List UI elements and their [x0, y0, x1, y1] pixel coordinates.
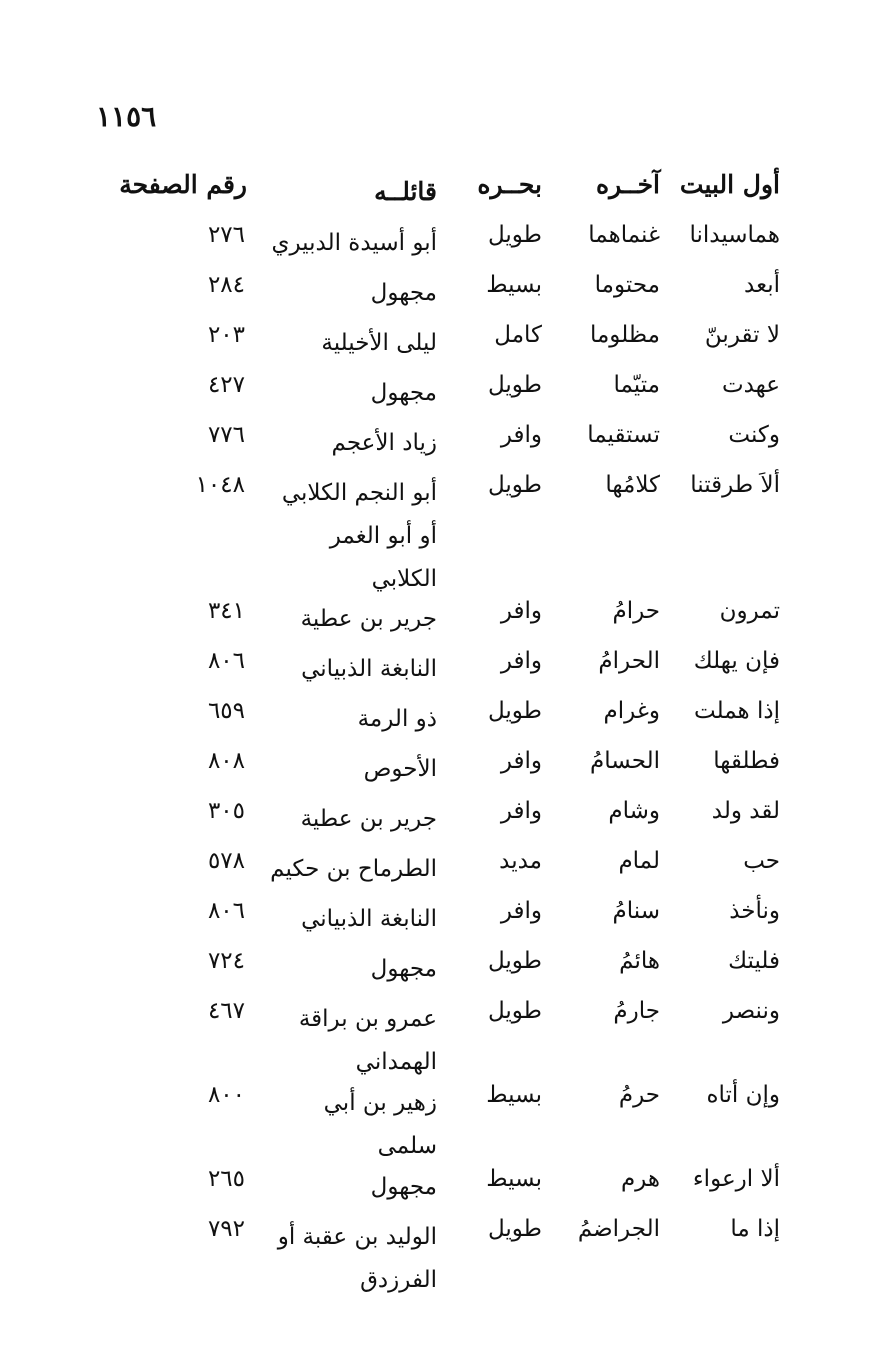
- cell-meter: بسيط: [486, 272, 542, 298]
- cell-page: ٧٧٦: [207, 422, 245, 448]
- cell-poet: زهير بن أبي سلمى: [323, 1090, 437, 1159]
- cell-last-word: محتوما: [594, 272, 660, 298]
- cell-last-word: تستقيما: [587, 422, 660, 448]
- cell-poet: النابغة الذبياني: [301, 656, 437, 682]
- cell-meter: طويل: [487, 472, 542, 498]
- cell-last-word: الحسامُ: [589, 748, 660, 774]
- cell-page: ٢٠٣: [207, 322, 245, 348]
- cell-first-line: فليتك: [728, 948, 780, 974]
- cell-last-word: جارمُ: [613, 998, 660, 1024]
- cell-page: ٤٦٧: [207, 998, 245, 1024]
- cell-poet: الوليد بن عقبة أو الفرزدق: [277, 1224, 437, 1293]
- cell-poet: الأحوص: [363, 756, 437, 782]
- header-first-line: أول البيت: [679, 170, 780, 199]
- cell-page: ٨٠٦: [207, 648, 245, 674]
- cell-last-word: وشام: [608, 798, 660, 824]
- cell-meter: طويل: [487, 372, 542, 398]
- page-number: ١١٥٦: [96, 100, 157, 133]
- cell-first-line: وننصر: [722, 998, 780, 1024]
- cell-poet: ليلى الأخيلية: [321, 330, 437, 356]
- header-poet: قائلــه: [374, 177, 437, 206]
- cell-page: ٨٠٦: [207, 898, 245, 924]
- cell-first-line: ألاَ طرقتنا: [690, 472, 780, 498]
- cell-poet: مجهول: [370, 380, 437, 406]
- cell-page: ٢٦٥: [207, 1166, 245, 1192]
- cell-first-line: تمرون: [719, 598, 780, 624]
- cell-last-word: حرمُ: [618, 1082, 660, 1108]
- header-page: رقم الصفحة: [119, 170, 247, 199]
- cell-last-word: سنامُ: [612, 898, 660, 924]
- cell-poet: مجهول: [370, 1174, 437, 1200]
- cell-meter: وافر: [500, 748, 542, 774]
- cell-poet: عمرو بن براقة الهمداني: [298, 1006, 437, 1075]
- cell-page: ٨٠٠: [207, 1082, 245, 1108]
- cell-page: ٣٤١: [207, 598, 245, 624]
- cell-first-line: هماسيدانا: [689, 222, 780, 248]
- cell-meter: طويل: [487, 948, 542, 974]
- cell-last-word: غنماهما: [588, 222, 660, 248]
- cell-first-line: ألا ارعواء: [692, 1166, 780, 1192]
- cell-meter: طويل: [487, 998, 542, 1024]
- cell-page: ٢٨٤: [207, 272, 245, 298]
- cell-first-line: فطلقها: [713, 748, 780, 774]
- cell-poet: زياد الأعجم: [331, 430, 437, 456]
- cell-meter: مديد: [499, 848, 542, 874]
- header-meter: بحــره: [477, 170, 542, 199]
- cell-meter: طويل: [487, 698, 542, 724]
- cell-last-word: هائمُ: [619, 948, 660, 974]
- cell-meter: طويل: [487, 222, 542, 248]
- cell-meter: كامل: [494, 322, 542, 348]
- cell-page: ٦٥٩: [207, 698, 245, 724]
- cell-poet: أبو أسيدة الدبيري: [271, 230, 437, 256]
- cell-meter: بسيط: [486, 1166, 542, 1192]
- cell-poet: ذو الرمة: [357, 706, 437, 732]
- cell-first-line: حب: [743, 848, 780, 874]
- cell-first-line: وإن أتاه: [706, 1082, 780, 1108]
- cell-last-word: حرامُ: [612, 598, 660, 624]
- cell-poet: الطرماح بن حكيم: [270, 856, 437, 882]
- cell-page: ٤٢٧: [207, 372, 245, 398]
- cell-last-word: الجراضمُ: [577, 1216, 660, 1242]
- cell-page: ٧٢٤: [207, 948, 245, 974]
- cell-last-word: متيّما: [613, 372, 660, 398]
- cell-meter: وافر: [500, 648, 542, 674]
- cell-page: ٧٩٢: [207, 1216, 245, 1242]
- cell-first-line: لا تقربنّ: [704, 322, 780, 348]
- cell-page: ٨٠٨: [207, 748, 245, 774]
- cell-last-word: مظلوما: [589, 322, 660, 348]
- cell-first-line: وكنت: [728, 422, 780, 448]
- cell-last-word: كلامُها: [605, 472, 660, 498]
- cell-meter: وافر: [500, 898, 542, 924]
- cell-first-line: أبعد: [744, 272, 780, 298]
- cell-last-word: لمام: [618, 848, 660, 874]
- cell-poet: النابغة الذبياني: [301, 906, 437, 932]
- cell-page: ٥٧٨: [207, 848, 245, 874]
- cell-last-word: الحرامُ: [598, 648, 660, 674]
- cell-poet: أبو النجم الكلابي أو أبو الغمر الكلابي: [281, 480, 437, 592]
- cell-first-line: عهدت: [721, 372, 780, 398]
- cell-page: ١٠٤٨: [195, 472, 245, 498]
- cell-poet: جرير بن عطية: [300, 806, 437, 832]
- cell-first-line: إذا ما: [730, 1216, 780, 1242]
- cell-meter: وافر: [500, 598, 542, 624]
- cell-meter: بسيط: [486, 1082, 542, 1108]
- cell-first-line: ونأخذ: [729, 898, 780, 924]
- cell-page: ٣٠٥: [207, 798, 245, 824]
- cell-first-line: لقد ولد: [711, 798, 780, 824]
- cell-page: ٢٧٦: [207, 222, 245, 248]
- cell-meter: طويل: [487, 1216, 542, 1242]
- cell-poet: جرير بن عطية: [300, 606, 437, 632]
- cell-poet: مجهول: [370, 280, 437, 306]
- cell-meter: وافر: [500, 798, 542, 824]
- cell-last-word: وغرام: [603, 698, 660, 724]
- cell-first-line: إذا هملت: [694, 698, 780, 724]
- cell-first-line: فإن يهلك: [693, 648, 780, 674]
- cell-meter: وافر: [500, 422, 542, 448]
- header-last-word: آخــره: [596, 170, 660, 199]
- cell-last-word: هرم: [620, 1166, 660, 1192]
- cell-poet: مجهول: [370, 956, 437, 982]
